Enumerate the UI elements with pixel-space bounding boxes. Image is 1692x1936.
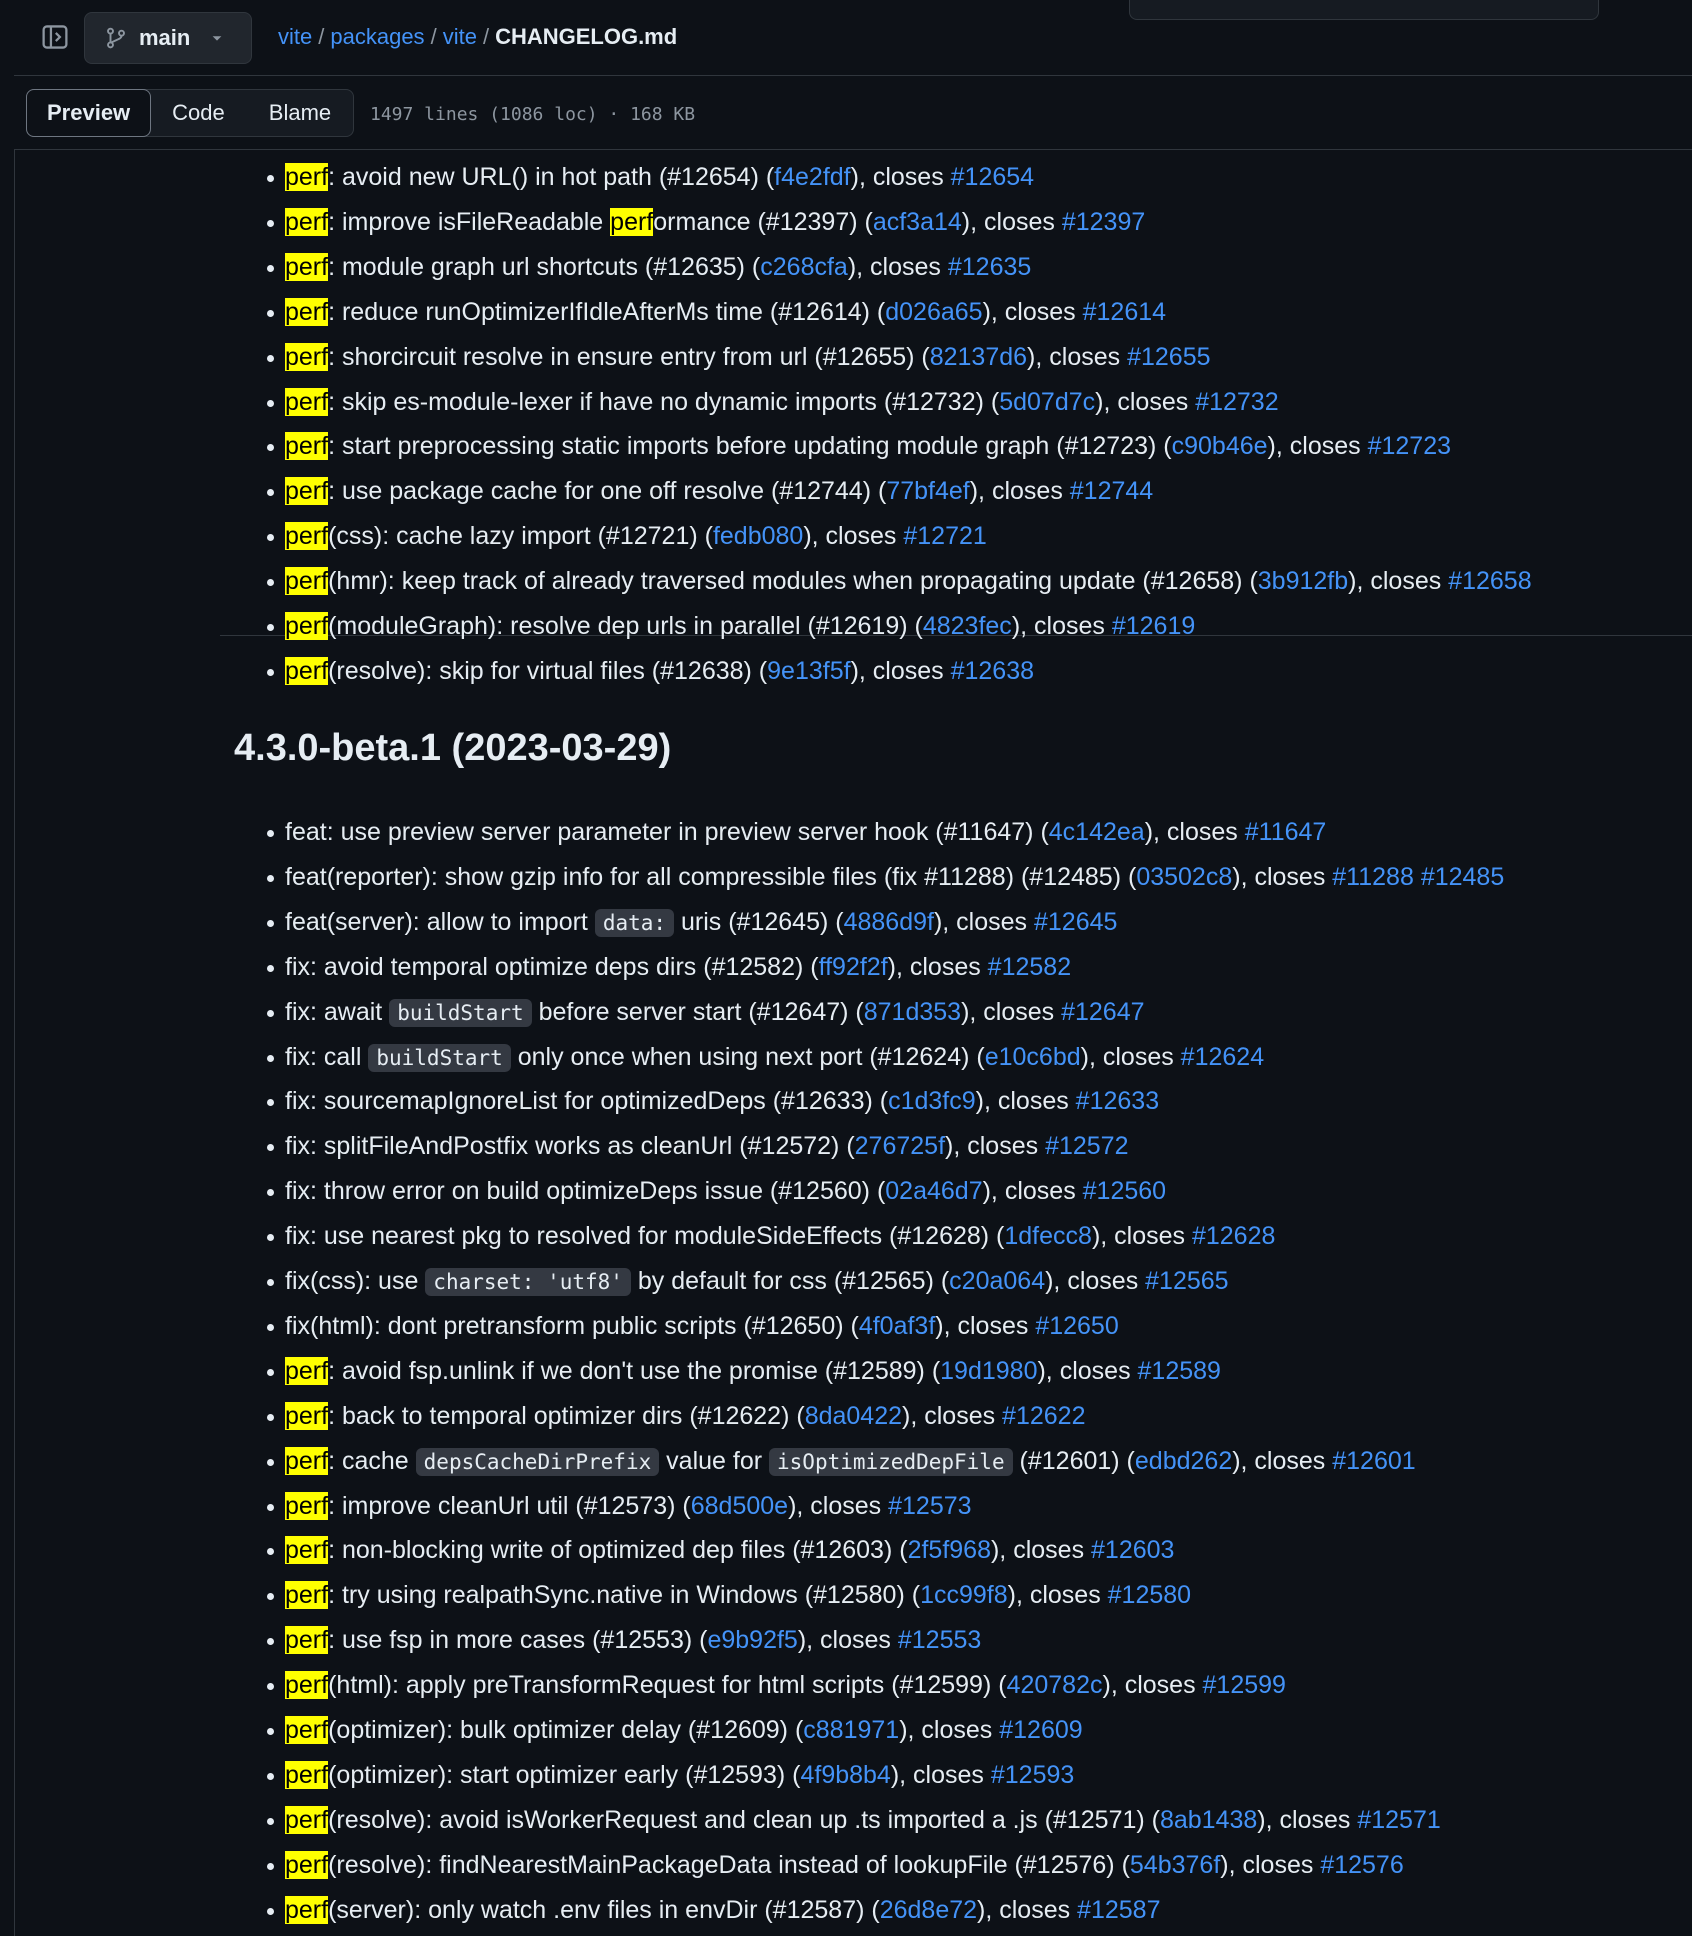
commit-link[interactable]: d026a65 — [885, 297, 983, 326]
commit-link[interactable]: 3b912fb — [1257, 567, 1349, 596]
issue-link[interactable]: #12603 — [1091, 1536, 1175, 1565]
changelog-entry: perf: start preprocessing static imports before updating module graph (#12723) (c90b46e), closes #12723 — [285, 429, 1451, 463]
changelog-entry: perf: improve cleanUrl util (#12573) (68d500e), closes #12573 — [285, 1489, 972, 1523]
changelog-entry: fix: throw error on build optimizeDeps issue (#12560) (02a46d7), closes #12560 — [285, 1174, 1166, 1208]
issue-link[interactable]: #12633 — [1075, 1087, 1160, 1116]
issue-link[interactable]: #11647 — [1244, 818, 1327, 846]
commit-link[interactable]: 77bf4ef — [886, 477, 970, 506]
issue-link[interactable]: #12732 — [1195, 387, 1279, 416]
issue-link[interactable]: #12614 — [1082, 297, 1167, 326]
issue-link[interactable]: #12593 — [990, 1760, 1075, 1789]
changelog-entry: fix: avoid temporal optimize deps dirs (#12582) (ff92f2f), closes #12582 — [285, 950, 1071, 984]
commit-link[interactable]: 1dfecc8 — [1004, 1222, 1092, 1251]
commit-link[interactable]: acf3a14 — [872, 207, 962, 236]
breadcrumb-separator: / — [318, 24, 325, 49]
tab-blame[interactable]: Blame — [268, 100, 332, 125]
commit-link[interactable]: 54b376f — [1129, 1850, 1221, 1879]
commit-link[interactable]: c1d3fc9 — [888, 1087, 976, 1116]
changelog-entry: perf(resolve): findNearestMainPackageData instead of lookupFile (#12576) (54b376f), closes #12576 — [285, 1848, 1404, 1882]
changelog-entry: perf: shorcircuit resolve in ensure entry from url (#12655) (82137d6), closes #12655 — [285, 340, 1211, 374]
triangle-down-icon — [210, 31, 224, 45]
sidebar-toggle-button[interactable] — [40, 22, 70, 52]
changelog-entry: perf: use package cache for one off resolve (#12744) (77bf4ef), closes #12744 — [285, 474, 1153, 508]
search-highlight: perf — [285, 1716, 329, 1744]
changelog-entry: perf(html): apply preTransformRequest for html scripts (#12599) (420782c), closes #12599 — [285, 1668, 1286, 1702]
search-highlight: perf — [285, 297, 329, 326]
changelog-entry: perf(resolve): avoid isWorkerRequest and clean up .ts imported a .js (#12571) (8ab1438), closes #12571 — [285, 1803, 1441, 1837]
commit-link[interactable]: 2f5f968 — [907, 1536, 991, 1565]
search-highlight: perf — [285, 1581, 329, 1610]
commit-link[interactable]: c90b46e — [1171, 432, 1268, 461]
changelog-entry: fix: call buildStart only once when using next port (#12624) (e10c6bd), closes #12624 — [285, 1040, 1264, 1074]
issue-link[interactable]: #12619 — [1111, 612, 1196, 640]
changelog-entry: perf(moduleGraph): resolve dep urls in parallel (#12619) (4823fec), closes #12619 — [285, 609, 1195, 643]
issue-link[interactable]: #12397 — [1061, 207, 1146, 236]
commit-link[interactable]: 4c142ea — [1048, 818, 1145, 846]
issue-link[interactable]: #12628 — [1191, 1222, 1276, 1251]
commit-link[interactable]: 9e13f5f — [767, 656, 851, 685]
issue-link[interactable]: #12601 — [1332, 1446, 1416, 1475]
search-highlight: perf — [285, 1626, 329, 1655]
changelog-entry: fix: await buildStart before server start (#12647) (871d353), closes #12647 — [285, 995, 1145, 1029]
search-highlight: perf — [285, 1491, 329, 1520]
commit-link[interactable]: 1cc99f8 — [920, 1581, 1008, 1610]
changelog-entry: fix: use nearest pkg to resolved for moduleSideEffects (#12628) (1dfecc8), closes #12628 — [285, 1219, 1275, 1253]
git-branch-icon — [105, 27, 127, 49]
search-highlight: perf — [285, 432, 329, 461]
changelog-entry: perf(server): only watch .env files in envDir (#12587) (26d8e72), closes #12587 — [285, 1893, 1161, 1927]
file-toolbar — [14, 76, 1692, 150]
search-highlight: perf — [285, 1536, 329, 1565]
search-highlight: perf — [285, 1671, 329, 1700]
search-highlight: perf — [285, 1760, 329, 1789]
issue-link[interactable]: #12622 — [1002, 1401, 1086, 1430]
commit-link[interactable]: 4886d9f — [843, 907, 934, 936]
commit-link[interactable]: 4f0af3f — [858, 1311, 936, 1340]
issue-link[interactable]: #12553 — [897, 1626, 982, 1655]
commit-link[interactable]: e9b92f5 — [707, 1626, 798, 1655]
changelog-entry: perf(css): cache lazy import (#12721) (fedb080), closes #12721 — [285, 519, 987, 553]
commit-link[interactable]: c881971 — [803, 1716, 900, 1744]
search-highlight: perf — [285, 1850, 329, 1879]
inline-code: buildStart — [368, 1044, 510, 1072]
search-highlight: perf — [285, 522, 329, 551]
file-stats: 1497 lines (1086 loc) · 168 KB — [370, 104, 696, 125]
commit-link[interactable]: 276725f — [854, 1132, 946, 1161]
changelog-entry: perf: reduce runOptimizerIfIdleAfterMs time (#12614) (d026a65), closes #12614 — [285, 295, 1166, 329]
changelog-entry: fix(css): use charset: 'utf8' by default for css (#12565) (c20a064), closes #12565 — [285, 1264, 1229, 1298]
commit-link[interactable]: 871d353 — [863, 997, 962, 1026]
changelog-entry: feat(server): allow to import data: uris (#12645) (4886d9f), closes #12645 — [285, 905, 1117, 939]
commit-link[interactable]: 8ab1438 — [1159, 1805, 1258, 1834]
changelog-entry: perf: avoid fsp.unlink if we don't use the promise (#12589) (19d1980), closes #12589 — [285, 1354, 1221, 1388]
issue-link[interactable]: #12571 — [1357, 1805, 1441, 1834]
issue-link[interactable]: #12572 — [1045, 1132, 1129, 1161]
search-highlight: perf — [285, 567, 329, 596]
issue-link[interactable]: #12624 — [1180, 1042, 1265, 1071]
breadcrumb-link-vite[interactable]: vite — [442, 24, 477, 49]
issue-link[interactable]: #12599 — [1202, 1671, 1286, 1700]
commit-link[interactable]: 19d1980 — [940, 1356, 1038, 1385]
issue-link[interactable]: #12721 — [903, 522, 987, 551]
overlay-panel-edge — [1129, 0, 1599, 20]
commit-link[interactable]: 03502c8 — [1136, 862, 1233, 891]
changelog-entry: perf(resolve): skip for virtual files (#12638) (9e13f5f), closes #12638 — [285, 654, 1034, 688]
commit-link[interactable]: c20a064 — [949, 1267, 1046, 1295]
issue-link[interactable]: #12723 — [1367, 432, 1452, 461]
issue-link[interactable]: #12573 — [888, 1491, 972, 1520]
changelog-entry: fix(html): dont pretransform public scripts (#12650) (4f0af3f), closes #12650 — [285, 1309, 1119, 1343]
commit-link[interactable]: 68d500e — [690, 1491, 789, 1520]
issue-link[interactable]: #12609 — [999, 1716, 1083, 1744]
issue-link[interactable]: #12655 — [1127, 342, 1211, 371]
search-highlight: perf — [285, 1401, 329, 1430]
search-highlight: perf — [285, 1356, 329, 1385]
sidebar-expand-icon — [42, 24, 68, 50]
issue-link[interactable]: #12589 — [1137, 1356, 1221, 1385]
changelog-entry: feat: use preview server parameter in preview server hook (#11647) (4c142ea), closes #11647 — [285, 815, 1326, 849]
commit-link[interactable]: 4823fec — [922, 612, 1012, 640]
changelog-entry: fix: sourcemapIgnoreList for optimizedDeps (#12633) (c1d3fc9), closes #12633 — [285, 1084, 1159, 1118]
commit-link[interactable]: ff92f2f — [818, 952, 888, 981]
search-highlight: perf — [610, 207, 654, 236]
search-highlight: perf — [285, 656, 329, 685]
changelog-entry: perf: avoid new URL() in hot path (#12654) (f4e2fdf), closes #12654 — [285, 160, 1034, 194]
issue-link[interactable]: #12485 — [1420, 862, 1505, 891]
changelog-entry: perf: use fsp in more cases (#12553) (e9b92f5), closes #12553 — [285, 1623, 981, 1657]
commit-link[interactable]: 5d07d7c — [999, 387, 1096, 416]
search-highlight: perf — [285, 342, 329, 371]
view-mode-tabs — [26, 89, 354, 137]
commit-link[interactable]: fedb080 — [712, 522, 804, 551]
issue-link[interactable]: #11288 — [1332, 862, 1414, 891]
search-highlight: perf — [285, 1895, 329, 1924]
changelog-entry: perf(optimizer): bulk optimizer delay (#12609) (c881971), closes #12609 — [285, 1713, 1083, 1747]
inline-code: charset: 'utf8' — [425, 1268, 631, 1296]
commit-link[interactable]: 82137d6 — [929, 342, 1028, 371]
issue-link[interactable]: #12647 — [1061, 997, 1145, 1026]
issue-link[interactable]: #12587 — [1077, 1895, 1161, 1924]
issue-link[interactable]: #12560 — [1082, 1177, 1167, 1206]
issue-link[interactable]: #12744 — [1069, 477, 1154, 506]
commit-link[interactable]: e10c6bd — [984, 1042, 1081, 1071]
search-highlight: perf — [285, 612, 329, 640]
search-highlight: perf — [285, 1805, 329, 1834]
commit-link[interactable]: edbd262 — [1134, 1446, 1233, 1475]
changelog-entry: perf(optimizer): start optimizer early (#12593) (4f9b8b4), closes #12593 — [285, 1758, 1074, 1792]
issue-link[interactable]: #12635 — [947, 252, 1032, 281]
search-highlight: perf — [285, 477, 329, 506]
commit-link[interactable]: 420782c — [1006, 1671, 1103, 1700]
branch-selector-button[interactable] — [84, 12, 252, 64]
search-highlight: perf — [285, 1446, 329, 1475]
inline-code: buildStart — [389, 999, 531, 1027]
breadcrumb-link-repo[interactable]: vite — [278, 24, 313, 49]
issue-link[interactable]: #12582 — [987, 952, 1072, 981]
inline-code: data: — [595, 909, 674, 937]
commit-link[interactable]: f4e2fdf — [774, 163, 851, 191]
commit-link[interactable]: c268cfa — [760, 252, 848, 281]
changelog-entry: perf: try using realpathSync.native in Windows (#12580) (1cc99f8), closes #12580 — [285, 1578, 1191, 1612]
file-header-bar — [14, 0, 1692, 76]
tab-code[interactable]: Code — [172, 100, 225, 125]
commit-link[interactable]: 4f9b8b4 — [800, 1760, 891, 1789]
changelog-entry: feat(reporter): show gzip info for all compressible files (fix #11288) (#12485) (03502c8), closes #11288 #12485 — [285, 860, 1504, 894]
issue-link[interactable]: #12650 — [1035, 1311, 1119, 1340]
branch-name: main — [139, 25, 191, 50]
breadcrumb — [278, 24, 677, 50]
changelog-entry: perf: module graph url shortcuts (#12635) (c268cfa), closes #12635 — [285, 250, 1031, 284]
tab-preview[interactable]: Preview — [26, 89, 151, 137]
changelog-entry: perf: skip es-module-lexer if have no dynamic imports (#12732) (5d07d7c), closes #12732 — [285, 385, 1279, 419]
search-highlight: perf — [285, 252, 329, 281]
search-highlight: perf — [285, 163, 329, 191]
issue-link[interactable]: #12580 — [1107, 1581, 1192, 1610]
changelog-entry: perf: improve isFileReadable performance (#12397) (acf3a14), closes #12397 — [285, 205, 1145, 239]
changelog-entry: perf: back to temporal optimizer dirs (#12622) (8da0422), closes #12622 — [285, 1399, 1085, 1433]
breadcrumb-current-file: CHANGELOG.md — [495, 24, 678, 49]
changelog-entry: perf: non-blocking write of optimized dep files (#12603) (2f5f968), closes #12603 — [285, 1533, 1174, 1567]
inline-code: depsCacheDirPrefix — [416, 1448, 660, 1476]
issue-link[interactable]: #12565 — [1145, 1267, 1229, 1295]
breadcrumb-separator: / — [482, 24, 490, 49]
changelog-entry: perf(hmr): keep track of already traversed modules when propagating update (#12658) (3b912fb), closes #12658 — [285, 564, 1532, 598]
version-heading: 4.3.0-beta.1 (2023-03-29) — [234, 727, 672, 769]
search-highlight: perf — [285, 207, 329, 236]
breadcrumb-separator: / — [430, 24, 437, 49]
commit-link[interactable]: 02a46d7 — [885, 1177, 983, 1206]
commit-link[interactable]: 8da0422 — [804, 1401, 903, 1430]
inline-code: isOptimizedDepFile — [769, 1448, 1013, 1476]
breadcrumb-link-packages[interactable]: packages — [330, 24, 425, 49]
issue-link[interactable]: #12658 — [1448, 567, 1532, 596]
issue-link[interactable]: #12638 — [950, 656, 1035, 685]
search-highlight: perf — [285, 387, 329, 416]
issue-link[interactable]: #12654 — [950, 163, 1035, 191]
changelog-entry: fix: splitFileAndPostfix works as cleanUrl (#12572) (276725f), closes #12572 — [285, 1129, 1129, 1163]
changelog-entry: perf: cache depsCacheDirPrefix value for isOptimizedDepFile (#12601) (edbd262), closes #12601 — [285, 1444, 1416, 1478]
issue-link[interactable]: #12645 — [1033, 907, 1118, 936]
commit-link[interactable]: 26d8e72 — [879, 1895, 978, 1924]
issue-link[interactable]: #12576 — [1320, 1850, 1404, 1879]
